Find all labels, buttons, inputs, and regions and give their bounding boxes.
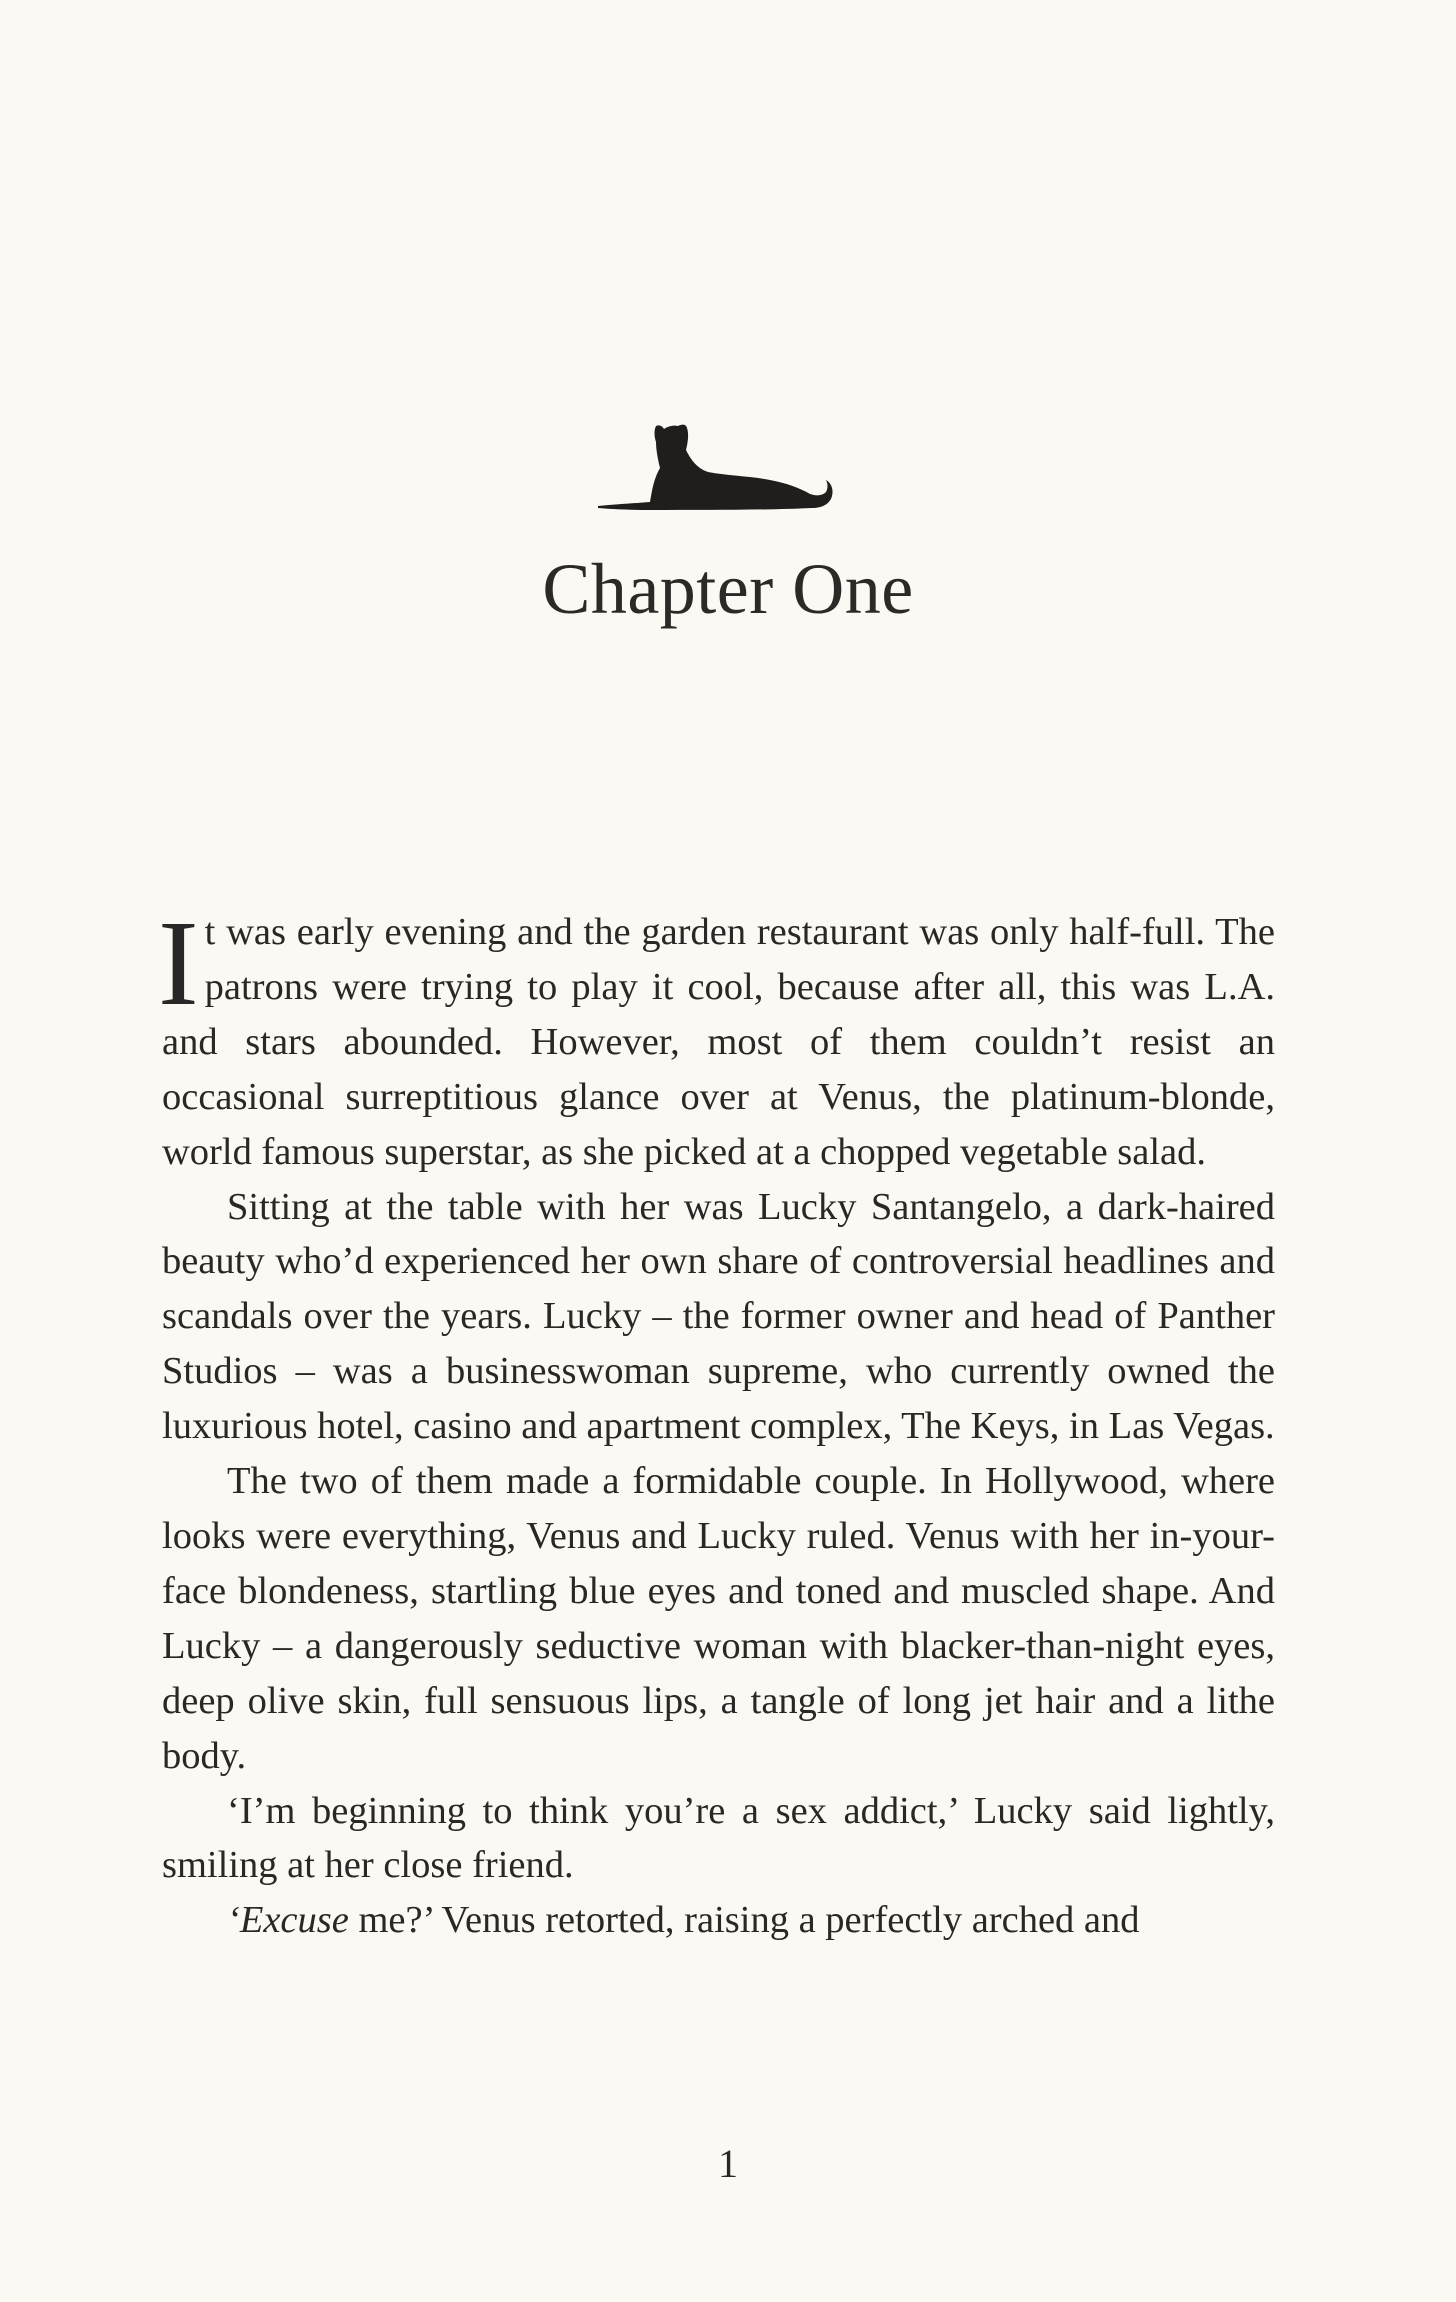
paragraph-5 <box>162 1893 1275 1948</box>
chapter-title: Chapter One <box>542 549 914 629</box>
paragraph-1 <box>158 896 1275 1180</box>
paragraph-text: me?’ Venus retorted, raising a perfectly arched and <box>348 1899 1140 1942</box>
paragraph-4: ‘I’m beginning to think you’re a sex addict,’ Lucky said lightly, smiling at her close friend. <box>162 1789 1275 1887</box>
italic-lead: ‘Excuse <box>227 1899 349 1942</box>
chapter-body <box>158 896 1275 1948</box>
paragraph-2: Sitting at the table with her was Lucky Santangelo, a dark-haired beauty who’d experienced her own share of controversial headlines and scandals over the years. Lucky – the former owner and head of Panther Studios – was a businesswoman supreme, who currently owned the luxurious hotel, casino and apartment complex, The Keys, in Las Vegas. <box>162 1185 1275 1448</box>
paragraph-text: t was early evening and the garden restaurant was only half-full. The patrons were trying to play it cool, because after all, this was L.A. and stars abounded. However, most of them couldn’t resist an occasional surreptitious glance over at Venus, the platinum-blonde, world famous superstar, as she picked at a chopped vegetable salad. <box>162 911 1275 1173</box>
paragraph-3: The two of them made a formidable couple. In Hollywood, where looks were everything, Venus and Lucky ruled. Venus with her in-your-face blondeness, startling blue eyes and toned and muscled shape. And Lucky – a dangerously seductive woman with blacker-than-night eyes, deep olive skin, full sensuous lips, a tangle of long jet hair and a lithe body. <box>162 1460 1275 1777</box>
drop-cap: I <box>158 896 199 1031</box>
page-number: 1 <box>718 2141 738 2186</box>
reclining-panther-icon <box>590 410 850 520</box>
